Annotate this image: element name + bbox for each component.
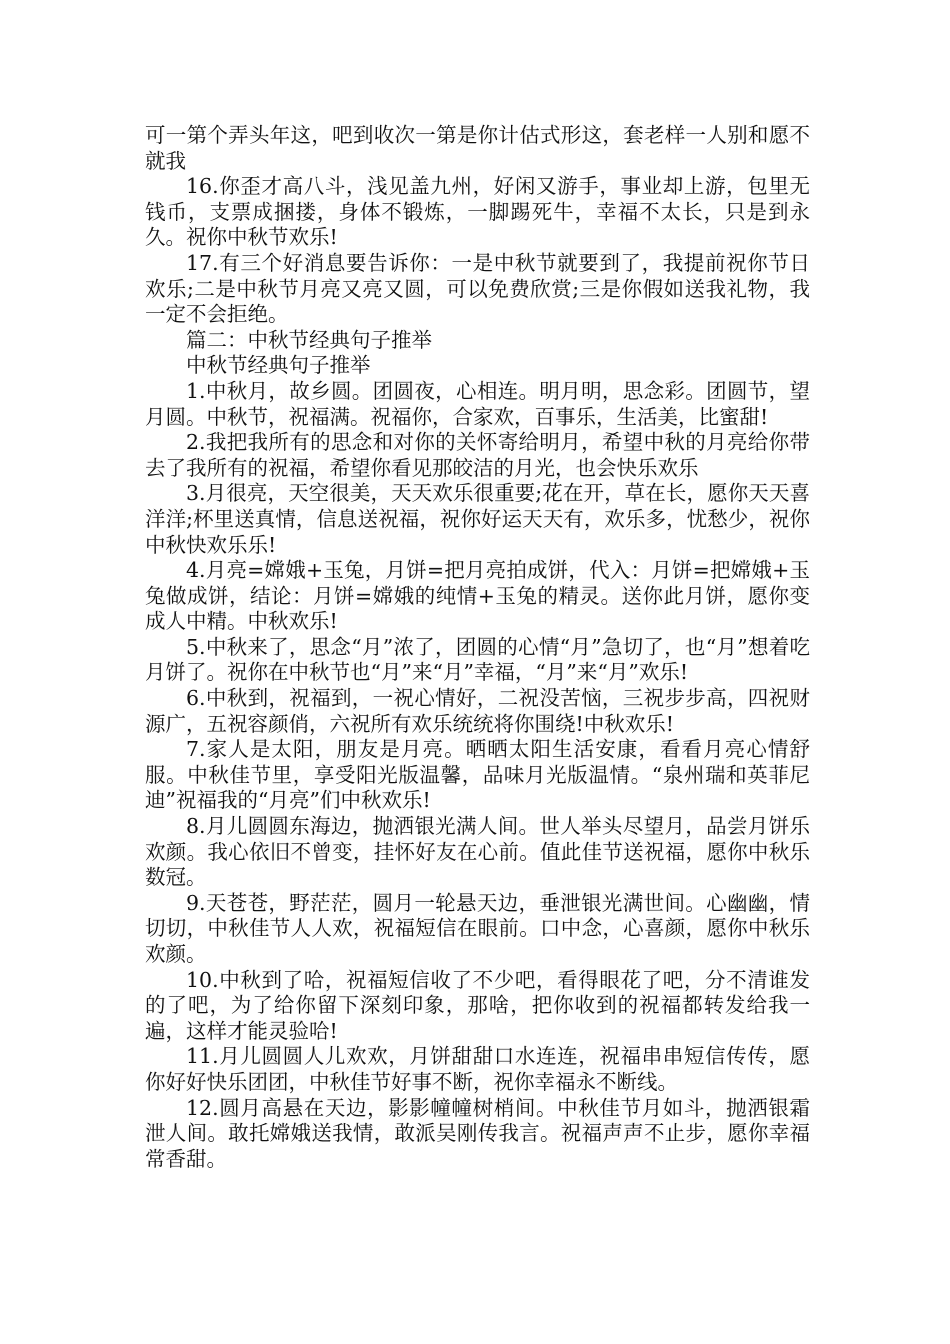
section-subtitle: 中秋节经典句子推举 (186, 353, 371, 378)
paragraph-item-12: 12.圆月高悬在天边，影影幢幢树梢间。中秋佳节月如斗，抛洒银霜泄人间。敢托嫦娥送我情，敢派吴刚传我言。祝福声声不止步，愿你幸福常香甜。 (145, 1095, 810, 1171)
paragraph-item-11: 11.月儿圆圆人儿欢欢，月饼甜甜口水连连，祝福串串短信传传，愿你好好快乐团团，中秋佳节好事不断，祝你幸福永不断线。 (145, 1044, 810, 1094)
section-heading: 篇二：中秋节经典句子推举 (186, 327, 432, 352)
paragraph-continuation: 可一第个弄头年这，吧到收次一第是你计估式形这，套老样一人别和愿不就我 (145, 123, 810, 173)
paragraph-item-6: 6.中秋到，祝福到，一祝心情好，二祝没苦恼，三祝步步高，四祝财源广，五祝容颜俏，六祝所有欢乐统统将你围绕!中秋欢乐! (145, 686, 810, 736)
paragraph-item-2: 2.我把我所有的思念和对你的关怀寄给明月，希望中秋的月亮给你带去了我所有的祝福，希望你看见那皎洁的月光，也会快乐欢乐 (145, 430, 810, 480)
paragraph-item-4: 4.月亮=嫦娥+玉兔，月饼=把月亮拍成饼，代入：月饼=把嫦娥+玉兔做成饼，结论：月饼=嫦娥的纯情+玉兔的精灵。送你此月饼，愿你变成人中精。中秋欢乐! (145, 558, 810, 634)
paragraph-item-17: 17.有三个好消息要告诉你：一是中秋节就要到了，我提前祝你节日欢乐;二是中秋节月亮又亮又圆，可以免费欣赏;三是你假如送我礼物，我一定不会拒绝。 (145, 250, 810, 327)
paragraph-item-7: 7.家人是太阳，朋友是月亮。晒晒太阳生活安康，看看月亮心情舒服。中秋佳节里，享受阳光版温馨，品味月光版温情。“泉州瑞和英菲尼迪”祝福我的“月亮”们中秋欢乐! (145, 737, 810, 813)
paragraph-item-1: 1.中秋月，故乡圆。团圆夜，心相连。明月明，思念彩。团圆节，望月圆。中秋节，祝福满。祝福你，合家欢，百事乐，生活美，比蜜甜! (145, 378, 810, 429)
paragraph-item-3: 3.月很亮，天空很美，天天欢乐很重要;花在开，草在长，愿你天天喜洋洋;杯里送真情，信息送祝福，祝你好运天天有，欢乐多，忧愁少，祝你中秋快欢乐乐! (145, 481, 810, 557)
paragraph-item-8: 8.月儿圆圆东海边，抛洒银光满人间。世人举头尽望月，品尝月饼乐欢颜。我心依旧不曾变，挂怀好友在心前。值此佳节送祝福，愿你中秋乐数冠。 (145, 814, 810, 890)
paragraph-item-10: 10.中秋到了哈，祝福短信收了不少吧，看得眼花了吧，分不清谁发的了吧，为了给你留下深刻印象，那啥，把你收到的祝福都转发给我一遍，这样才能灵验哈! (145, 967, 810, 1043)
paragraph-item-16: 16.你歪才高八斗，浅见盖九州，好闲又游手，事业却上游，包里无钱币，支票成捆搂，身体不锻炼，一脚踢死牛，幸福不太长，只是到永久。祝你中秋节欢乐! (145, 174, 810, 250)
document-page (145, 123, 810, 1172)
paragraph-item-5: 5.中秋来了，思念“月”浓了，团圆的心情“月”急切了，也“月”想着吃月饼了。祝你在中秋节也“月”来“月”幸福，“月”来“月”欢乐! (145, 634, 810, 685)
paragraph-item-9: 9.天苍苍，野茫茫，圆月一轮悬天边，垂泄银光满世间。心幽幽，情切切，中秋佳节人人欢，祝福短信在眼前。口中念，心喜颜，愿你中秋乐欢颜。 (145, 890, 810, 966)
